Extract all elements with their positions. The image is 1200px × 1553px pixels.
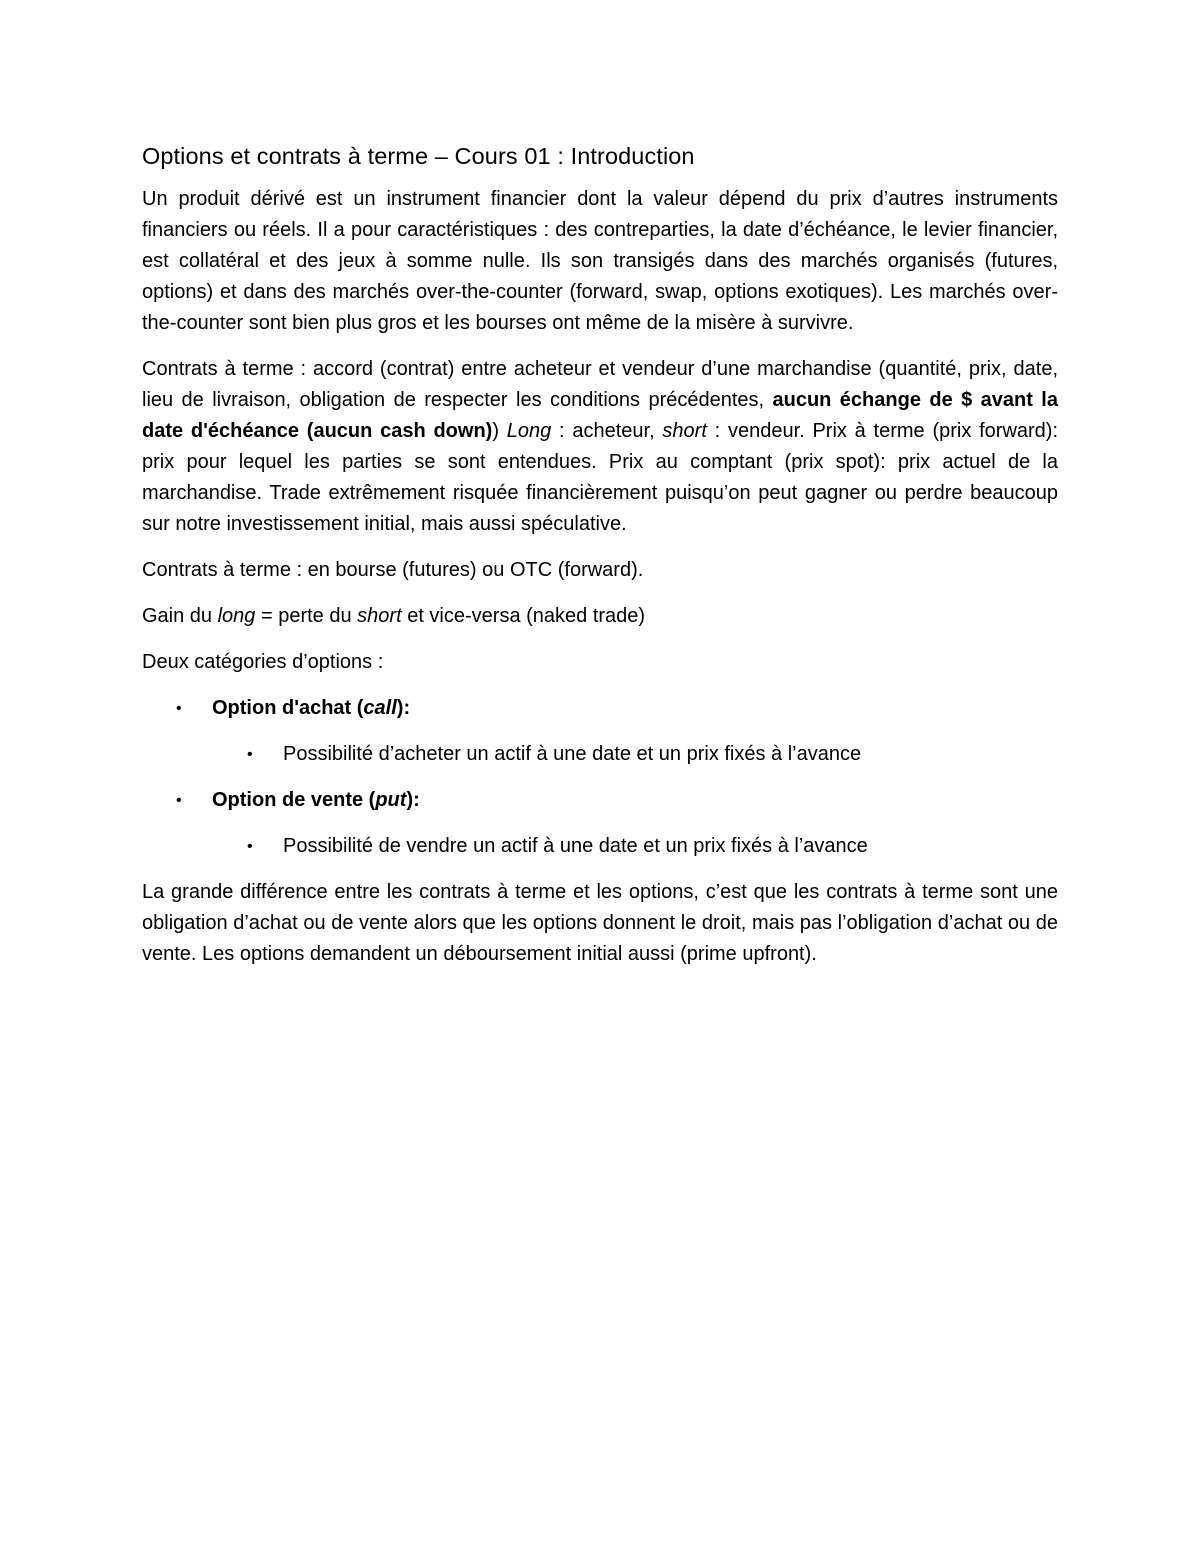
call-option-item	[142, 693, 1058, 724]
gain-text-1: Gain du	[142, 605, 218, 627]
bullet-icon: •	[176, 700, 182, 717]
bullet-icon: •	[247, 746, 253, 763]
gain-short-term: short	[357, 605, 402, 627]
put-option-item	[142, 785, 1058, 816]
call-detail-text: Possibilité d’acheter un actif à une date et un prix fixés à l’avance	[283, 743, 862, 765]
conclusion-paragraph: La grande différence entre les contrats à terme et les options, c’est que les contrats à terme sont une obligation d’achat ou de vente alors que les options donnent le droit, mais pas l’obligation d’achat ou de vente. Les options demandent un déboursement initial aussi (prime upfront).	[142, 881, 1058, 965]
put-label: Option de vente (	[212, 789, 376, 811]
call-label-end: ):	[396, 697, 411, 719]
contrats-paragraph	[142, 354, 1058, 540]
put-detail-text: Possibilité de vendre un actif à une date et un prix fixés à l’avance	[283, 835, 868, 857]
put-option-heading	[212, 789, 420, 811]
call-term: call	[363, 697, 397, 719]
contrats-text-1: Contrats à terme : accord (contrat) entre acheteur et vendeur d’une marchandise (quantité, prix, date, lieu de livraison, obligation de respecter les conditions précédentes,	[142, 358, 1058, 411]
gain-text-2: = perte du	[255, 605, 358, 627]
contrats-text-4: : vendeur. Prix à terme (prix forward): prix pour lequel les parties se sont entendues. Prix au comptant (prix spot): prix actuel de la marchandise. Trade extrêmement risquée financièrement puisqu’on peut gagner ou perdre beaucoup sur notre investissement initial, mais aussi spéculative.	[142, 420, 1059, 535]
deux-categories-paragraph: Deux catégories d’options :	[142, 651, 384, 673]
put-label-end: ):	[406, 789, 420, 811]
contrats-long-term: Long	[506, 420, 552, 442]
gain-paragraph	[142, 601, 1058, 632]
bourse-paragraph: Contrats à terme : en bourse (futures) ou OTC (forward).	[142, 559, 644, 581]
contrats-text-3: : acheteur,	[551, 420, 663, 442]
put-term: put	[375, 789, 407, 811]
contrats-bold-text: aucun échange de $ avant la date d'échéance (aucun cash down)	[142, 389, 1058, 442]
intro-paragraph: Un produit dérivé est un instrument financier dont la valeur dépend du prix d’autres instruments financiers ou réels. Il a pour caractéristiques : des contreparties, la date d’échéance, le levier financier, est collatéral et des jeux à somme nulle. Ils son transigés dans des marchés organisés (futures, options) et dans des marchés over-the-counter (forward, swap, options exotiques). Les marchés over-the-counter sont bien plus gros et les bourses ont même de la misère à survivre.	[142, 188, 1058, 334]
bullet-icon: •	[176, 792, 182, 809]
contrats-text-2: )	[492, 420, 507, 442]
bullet-icon: •	[247, 838, 253, 855]
call-label: Option d'achat (	[212, 697, 364, 719]
document-page	[142, 140, 1058, 985]
call-option-heading	[212, 697, 410, 719]
put-detail-item	[142, 831, 1058, 862]
gain-text-3: et vice-versa (naked trade)	[401, 605, 646, 627]
gain-long-term: long	[217, 605, 256, 627]
contrats-short-term: short	[662, 420, 707, 442]
document-title: Options et contrats à terme – Cours 01 : Introduction	[142, 143, 695, 169]
call-detail-item	[142, 739, 1058, 770]
